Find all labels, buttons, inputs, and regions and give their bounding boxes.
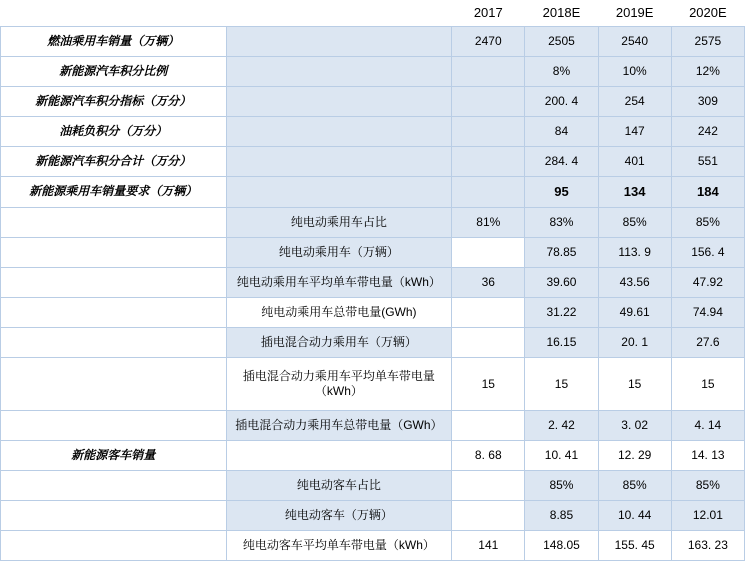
cell-2020e: 163. 23 xyxy=(671,530,744,560)
cell-2017 xyxy=(452,176,525,208)
cell-2017 xyxy=(452,116,525,146)
cell-2019e: 85% xyxy=(598,208,671,238)
row-sub-label xyxy=(226,56,452,86)
cell-2017: 81% xyxy=(452,208,525,238)
cell-2020e: 12% xyxy=(671,56,744,86)
cell-2018e: 39.60 xyxy=(525,268,598,298)
cell-2017 xyxy=(452,238,525,268)
cell-2019e: 49.61 xyxy=(598,298,671,328)
row-label: 新能源汽车积分合计（万分） xyxy=(1,146,227,176)
cell-2020e: 4. 14 xyxy=(671,410,744,440)
row-sub-label: 纯电动客车占比 xyxy=(226,470,452,500)
cell-2019e: 10. 44 xyxy=(598,500,671,530)
row-label xyxy=(1,298,227,328)
header-year-2019e: 2019E xyxy=(598,0,671,26)
table-row xyxy=(1,176,745,208)
row-sub-label: 插电混合动力乘用车平均单车带电量（kWh） xyxy=(226,358,452,411)
row-label xyxy=(1,530,227,560)
table-header-row xyxy=(1,0,745,26)
cell-2018e: 78.85 xyxy=(525,238,598,268)
cell-2019e: 147 xyxy=(598,116,671,146)
cell-2017 xyxy=(452,328,525,358)
cell-2017 xyxy=(452,298,525,328)
row-sub-label: 纯电动乘用车总带电量(GWh) xyxy=(226,298,452,328)
table-row xyxy=(1,238,745,268)
table-row xyxy=(1,530,745,560)
row-sub-label xyxy=(226,116,452,146)
row-sub-label xyxy=(226,440,452,470)
header-sub-blank xyxy=(226,0,452,26)
cell-2017 xyxy=(452,56,525,86)
row-sub-label xyxy=(226,176,452,208)
cell-2017 xyxy=(452,470,525,500)
cell-2018e: 8.85 xyxy=(525,500,598,530)
cell-2019e: 2540 xyxy=(598,26,671,56)
cell-2020e: 27.6 xyxy=(671,328,744,358)
cell-2020e: 47.92 xyxy=(671,268,744,298)
cell-2018e: 2505 xyxy=(525,26,598,56)
cell-2018e: 83% xyxy=(525,208,598,238)
cell-2017: 8. 68 xyxy=(452,440,525,470)
cell-2017 xyxy=(452,410,525,440)
row-label: 新能源汽车积分指标（万分） xyxy=(1,86,227,116)
row-label: 新能源客车销量 xyxy=(1,440,227,470)
table-row xyxy=(1,208,745,238)
table-row xyxy=(1,328,745,358)
cell-2018e: 31.22 xyxy=(525,298,598,328)
table-row xyxy=(1,410,745,440)
row-sub-label: 纯电动客车平均单车带电量（kWh） xyxy=(226,530,452,560)
cell-2019e: 254 xyxy=(598,86,671,116)
row-label xyxy=(1,500,227,530)
cell-2019e: 12. 29 xyxy=(598,440,671,470)
cell-2020e: 309 xyxy=(671,86,744,116)
table-row xyxy=(1,298,745,328)
table-row xyxy=(1,56,745,86)
table-row xyxy=(1,500,745,530)
cell-2020e: 156. 4 xyxy=(671,238,744,268)
cell-2017 xyxy=(452,500,525,530)
table-row xyxy=(1,440,745,470)
row-label: 油耗负积分（万分） xyxy=(1,116,227,146)
row-label: 新能源乘用车销量要求（万辆） xyxy=(1,176,227,208)
cell-2018e: 2. 42 xyxy=(525,410,598,440)
row-sub-label: 纯电动乘用车平均单车带电量（kWh） xyxy=(226,268,452,298)
row-sub-label xyxy=(226,146,452,176)
cell-2020e: 14. 13 xyxy=(671,440,744,470)
row-sub-label: 纯电动客车（万辆） xyxy=(226,500,452,530)
cell-2020e: 85% xyxy=(671,208,744,238)
table-row xyxy=(1,146,745,176)
cell-2019e: 10% xyxy=(598,56,671,86)
cell-2020e: 184 xyxy=(671,176,744,208)
cell-2018e: 84 xyxy=(525,116,598,146)
header-year-2017: 2017 xyxy=(452,0,525,26)
cell-2020e: 551 xyxy=(671,146,744,176)
cell-2018e: 15 xyxy=(525,358,598,411)
cell-2020e: 12.01 xyxy=(671,500,744,530)
header-year-2020e: 2020E xyxy=(671,0,744,26)
cell-2020e: 15 xyxy=(671,358,744,411)
cell-2018e: 95 xyxy=(525,176,598,208)
table-row xyxy=(1,86,745,116)
cell-2017: 15 xyxy=(452,358,525,411)
cell-2019e: 134 xyxy=(598,176,671,208)
cell-2020e: 242 xyxy=(671,116,744,146)
cell-2019e: 113. 9 xyxy=(598,238,671,268)
table-row xyxy=(1,358,745,411)
cell-2017: 36 xyxy=(452,268,525,298)
cell-2018e: 16.15 xyxy=(525,328,598,358)
row-sub-label: 纯电动乘用车占比 xyxy=(226,208,452,238)
cell-2019e: 20. 1 xyxy=(598,328,671,358)
cell-2020e: 85% xyxy=(671,470,744,500)
row-label: 新能源汽车积分比例 xyxy=(1,56,227,86)
table-row xyxy=(1,116,745,146)
row-label xyxy=(1,328,227,358)
table-row xyxy=(1,26,745,56)
cell-2018e: 10. 41 xyxy=(525,440,598,470)
cell-2018e: 200. 4 xyxy=(525,86,598,116)
row-label xyxy=(1,358,227,411)
cell-2017: 141 xyxy=(452,530,525,560)
row-label xyxy=(1,410,227,440)
row-sub-label: 插电混合动力乘用车（万辆） xyxy=(226,328,452,358)
cell-2019e: 155. 45 xyxy=(598,530,671,560)
cell-2019e: 401 xyxy=(598,146,671,176)
cell-2019e: 15 xyxy=(598,358,671,411)
cell-2017: 2470 xyxy=(452,26,525,56)
row-label xyxy=(1,470,227,500)
cell-2018e: 8% xyxy=(525,56,598,86)
cell-2019e: 3. 02 xyxy=(598,410,671,440)
table-row xyxy=(1,268,745,298)
row-label xyxy=(1,208,227,238)
row-sub-label xyxy=(226,26,452,56)
cell-2017 xyxy=(452,86,525,116)
row-sub-label: 插电混合动力乘用车总带电量（GWh） xyxy=(226,410,452,440)
cell-2017 xyxy=(452,146,525,176)
header-year-2018e: 2018E xyxy=(525,0,598,26)
table-row xyxy=(1,470,745,500)
row-label: 燃油乘用车销量（万辆） xyxy=(1,26,227,56)
row-sub-label xyxy=(226,86,452,116)
cell-2018e: 284. 4 xyxy=(525,146,598,176)
cell-2018e: 85% xyxy=(525,470,598,500)
cell-2020e: 2575 xyxy=(671,26,744,56)
cell-2020e: 74.94 xyxy=(671,298,744,328)
cell-2018e: 148.05 xyxy=(525,530,598,560)
cell-2019e: 85% xyxy=(598,470,671,500)
header-label-blank xyxy=(1,0,227,26)
row-sub-label: 纯电动乘用车（万辆） xyxy=(226,238,452,268)
row-label xyxy=(1,268,227,298)
row-label xyxy=(1,238,227,268)
cell-2019e: 43.56 xyxy=(598,268,671,298)
